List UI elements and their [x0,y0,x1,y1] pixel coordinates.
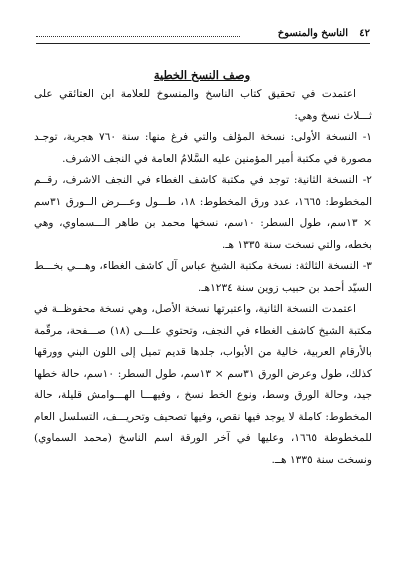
running-header [36,27,370,41]
manuscript-copy-3: ٣- النسخة الثالثة: نسخة مكتبة الشيخ عباس آل كاشف الغطاء، وهـــي بخـــط السيّد أحمد بن حبيب زوين سنة ١٢٣٤هـ. [34,260,372,294]
running-title: الناسخ والمنسوخ [277,28,348,39]
header-dot-leader [36,36,240,37]
manuscript-copy-1: ١- النسخة الأولى: نسخة المؤلف والتي فرغ منها: سنة ٧٦٠ هجرية، توجـد مصورة في مكتبة أمير المؤمنين عليه السَّلامُ العامة في النجف الاشرف. [34,131,372,165]
section-heading [0,68,404,82]
header-rule [36,43,370,44]
page-number: ٤٢ [359,28,370,39]
section-heading-text: وصف النسخ الخطية [153,68,251,82]
intro-paragraph: اعتمدت في تحقيق كتاب الناسخ والمنسوخ للعلامة ابن العتائقي على ثـــلاث نسخ وهي: [34,88,372,122]
manuscript-copy-2: ٢- النسخة الثانية: توجد في مكتبة كاشف الغطاء في النجف الاشرف، رقــم المخطوط: ١٦٦٥، عدد ورق المخطوط: ١٨، طـــول وعـــرض الــورق ٣١سم × ١٣سم، طول السطر: ١٠سم، نسخها محمد بن طاهر الـــسماوي، وهي بخطه، والتي نسخت سنة ١٣٣٥ هـ. [34,174,373,251]
document-body [34,84,372,471]
conclusion-paragraph: اعتمدت النسخة الثانية، واعتبرتها نسخة الأصل، وهي نسخة محفوظــة في مكتبة الشيخ كاشف الغطاء في النجف، وتحتوي علـــى (١٨) صـــفحة، مرقّمة بالأرقام العربية، خالية من الأبواب، جلدها قديم تميل إلى اللون البني وورقها كذلك، طول وعرض الورق ٣١سم × ١٣سم، طول السطر: ١٠سم، حالة خطها جيد، وحالة الورق وسط، ونوع الخط نسخ ، وفيهـــا الهـــوامش قليلة، حالة المخطوط: كاملة لا يوجد فيها نقص، وفيها تصحيف وتحريـــف، التسلسل العام للمخطوطة ١٦٦٥، وعليها في آخر الورقة اسم الناسخ (محمد السماوي) ونسخت سنة ١٣٣٥ هــ. [34,303,372,466]
